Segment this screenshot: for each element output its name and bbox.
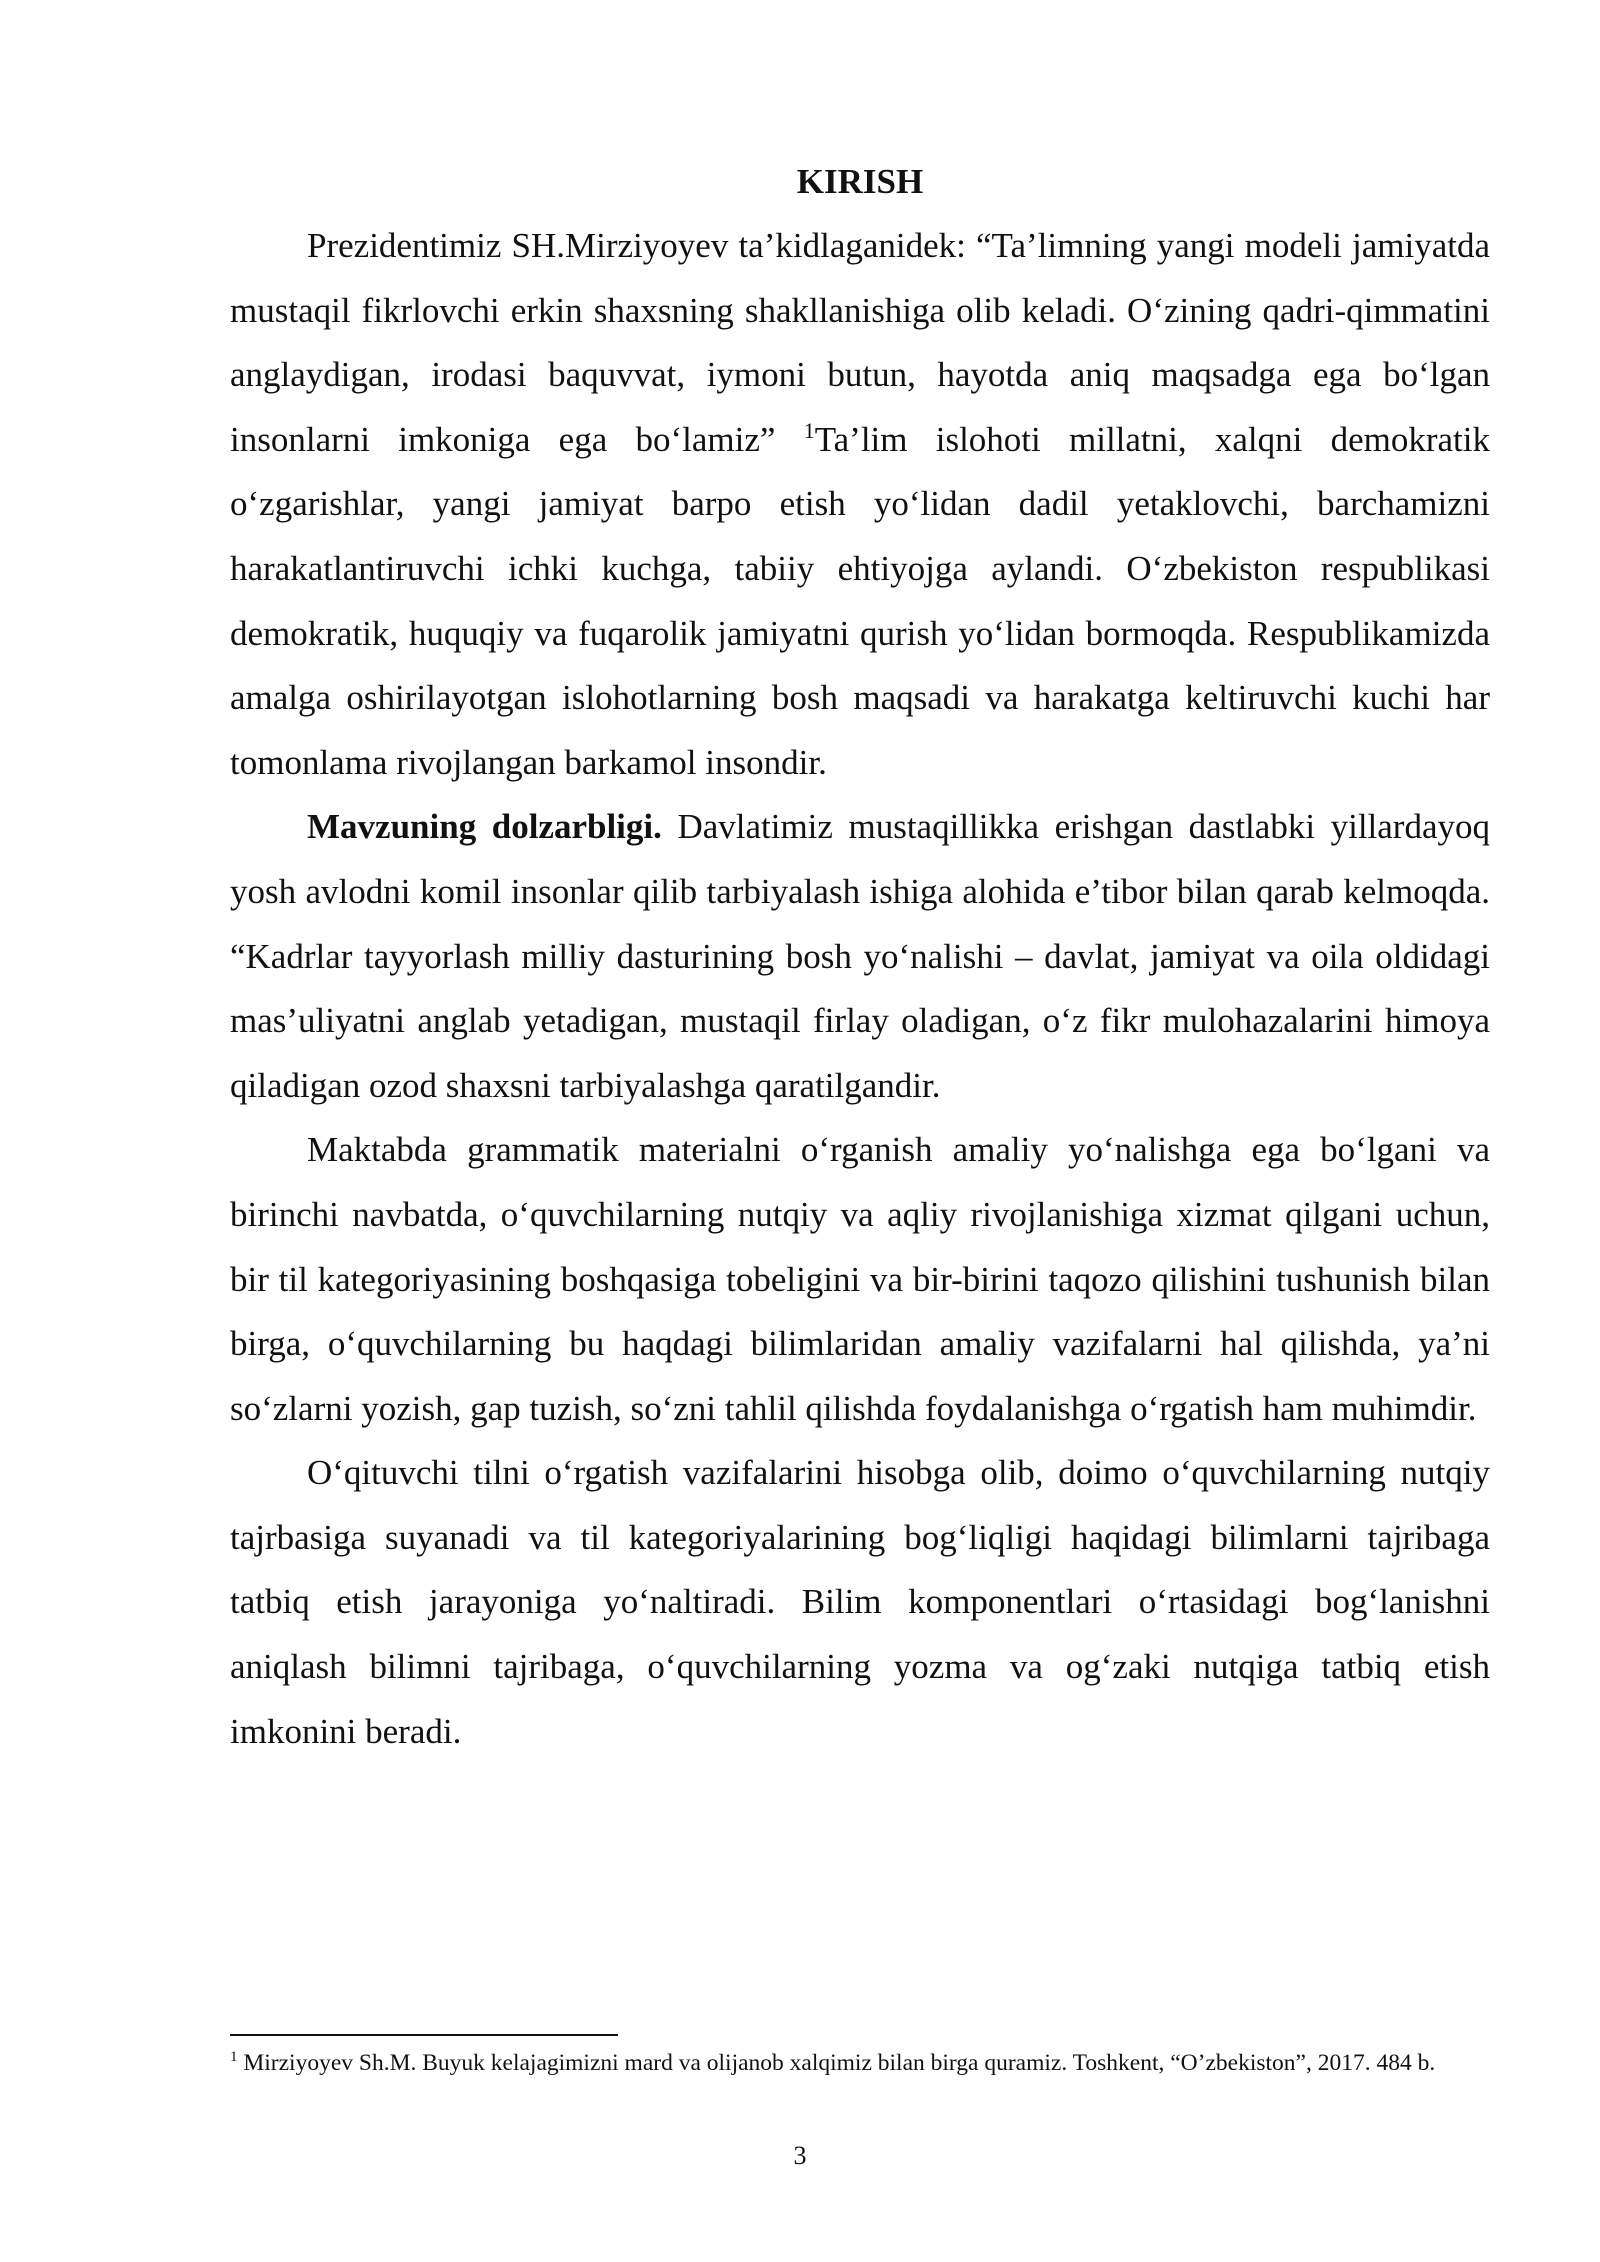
footnote-divider <box>230 2034 618 2036</box>
relevance-text: Davlatimiz mustaqillikka erishgan dastlabki yillardayoq yosh avlodni komil insonlar qilib tarbiyalash ishiga alohida e’tibor bilan qarab kelmoqda. “Kadrlar tayyorlash milliy dasturining bosh yo‘nalishi – davlat, jamiyat va oila oldidagi mas’uliyatni anglab yetadigan, mustaqil firlay oladigan, o‘z fikr mulohazalarini himoya qiladigan ozod shaxsni tarbiyalashga qaratilgandir. <box>230 807 1490 1105</box>
paragraph-intro <box>230 214 1490 795</box>
paragraph-relevance <box>230 795 1490 1118</box>
paragraph-intro-text-end: Ta’lim islohoti millatni, xalqni demokratik o‘zgarishlar, yangi jamiyat barpo etish yo‘lidan dadil yetaklovchi, barchamizni harakatlantiruvchi ichki kuchga, tabiiy ehtiyojga aylandi. O‘zbekiston respublikasi demokratik, huquqiy va fuqarolik jamiyatni qurish yo‘lidan bormoqda. Respublikamizda amalga oshirilayotgan islohotlarning bosh maqsadi va harakatga keltiruvchi kuchi har tomonlama rivojlangan barkamol insondir. <box>230 419 1490 782</box>
footnote-reference: 1 <box>803 417 815 443</box>
footnote-text: Mirziyoyev Sh.M. Buyuk kelajagimizni mard va olijanob xalqimiz bilan birga quramiz. Toshkent, “O’zbekiston”, 2017. 484 b. <box>237 2050 1436 2076</box>
paragraph-teacher: O‘qituvchi tilni o‘rgatish vazifalarini hisobga olib, doimo o‘quvchilarning nutqiy tajrbasiga suyanadi va til kategoriyalarining bog‘liqligi haqidagi bilimlarni tajribaga tatbiq etish jarayoniga yo‘naltiradi. Bilim komponentlari o‘rtasidagi bog‘lanishni aniqlash bilimni tajribaga, o‘quvchilarning yozma va og‘zaki nutqiga tatbiq etish imkonini beradi. <box>230 1453 1490 1751</box>
footnote-marker: 1 <box>230 2049 238 2065</box>
paragraph-grammar: Maktabda grammatik materialni o‘rganish amaliy yo‘nalishga ega bo‘lgani va birinchi navbatda, o‘quvchilarning nutqiy va aqliy rivojlanishiga xizmat qilgani uchun, bir til kategoriyasining boshqasiga tobeligini va bir-birini taqozo qilishini tushunish bilan birga, o‘quvchilarning bu haqdagi bilimlaridan amaliy vazifalarni hal qilishda, ya’ni so‘zlarni yozish, gap tuzish, so‘zni tahlil qilishda foydalanishga o‘rgatish ham muhimdir. <box>230 1130 1490 1428</box>
page-title: KIRISH <box>796 162 924 201</box>
page-body <box>230 150 1490 1764</box>
page-number: 3 <box>793 2141 807 2170</box>
footnote <box>230 2048 1490 2079</box>
relevance-heading: Mavzuning dolzarbligi. <box>307 807 662 847</box>
paragraph-intro-text-start: Prezidentimiz SH.Mirziyoyev ta’kidlaganidek: “Ta’limning yangi modeli jamiyatda mustaqil fikrlovchi erkin shaxsning shakllanishiga olib keladi. O‘zining qadri-qimmatini anglaydigan, irodasi baquvvat, iymoni butun, hayotda aniq maqsadga ega bo‘lgan insonlarni imkoniga ega bo‘lamiz” <box>230 226 1490 459</box>
